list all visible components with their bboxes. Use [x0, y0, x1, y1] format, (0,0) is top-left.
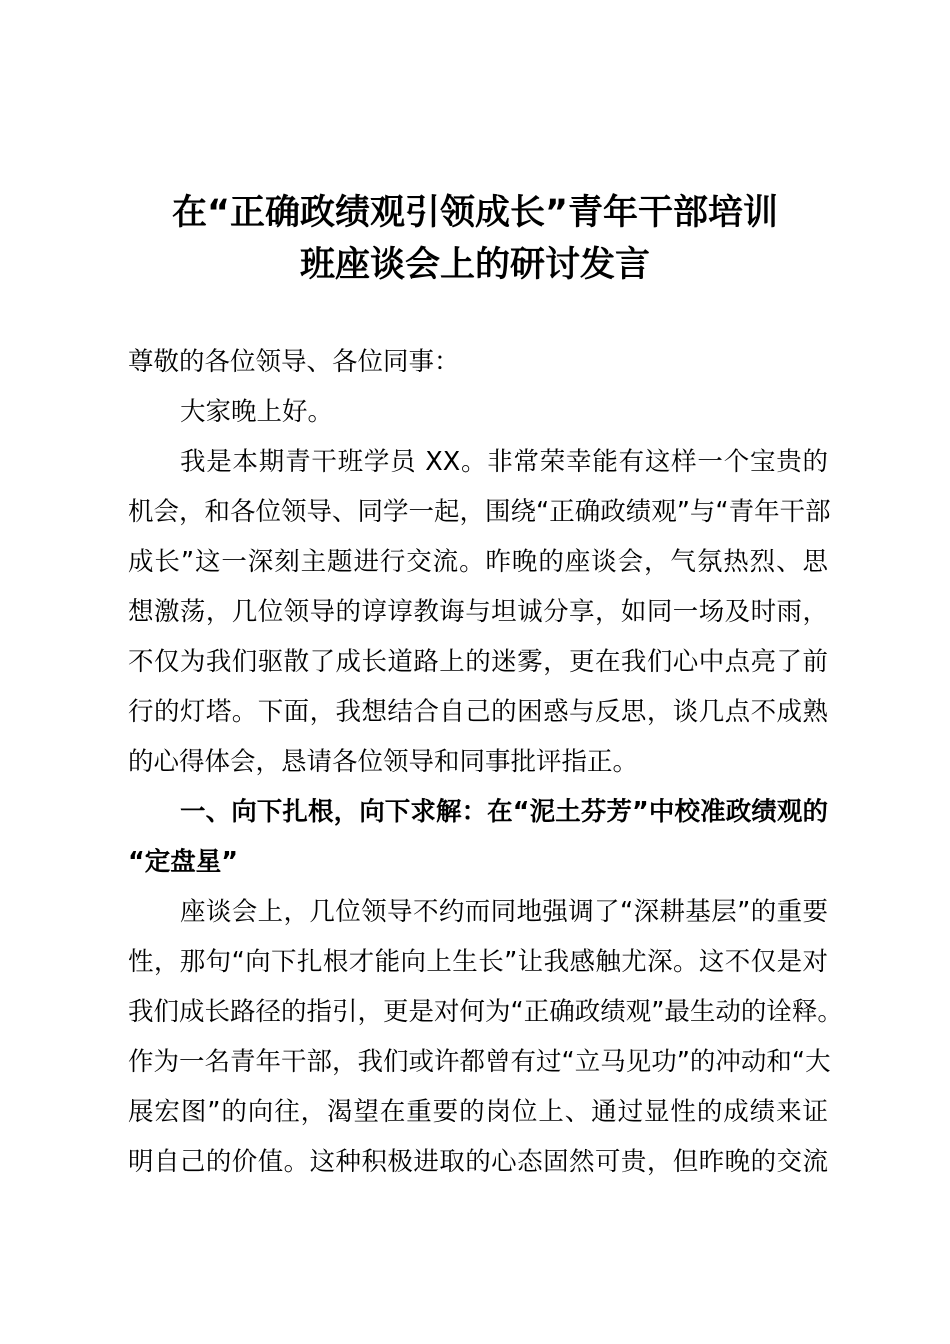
paragraph-line: 不仅为我们驱散了成长道路上的迷雾，更在我们心中点亮了前 — [128, 647, 828, 677]
heading-line: 一、向下扎根，向下求解：在“泥土芬芳”中校准政绩观的 — [180, 797, 828, 827]
paragraph-line: 座谈会上，几位领导不约而同地强调了“深耕基层”的重要 — [180, 897, 828, 927]
document-title-line-2: 班座谈会上的研讨发言 — [299, 245, 650, 285]
paragraph-line: 行的灯塔。下面，我想结合自己的困惑与反思，谈几点不成熟 — [128, 697, 828, 727]
paragraph-line: 想激荡，几位领导的谆谆教诲与坦诚分享，如同一场及时雨， — [128, 597, 828, 627]
paragraph-line: 的心得体会，恳请各位领导和同事批评指正。 — [128, 747, 639, 777]
paragraph-line: 作为一名青年干部，我们或许都曾有过“立马见功”的冲动和“大 — [128, 1047, 831, 1077]
document-title-line-1: 在“正确政绩观引领成长”青年干部培训 — [171, 193, 778, 233]
paragraph-line: 机会，和各位领导、同学一起，围绕“正确政绩观”与“青年干部 — [128, 497, 831, 527]
paragraph-line: 性，那句“向下扎根才能向上生长”让我感触尤深。这不仅是对 — [128, 947, 828, 977]
paragraph-line: 我们成长路径的指引，更是对何为“正确政绩观”最生动的诠释。 — [128, 997, 843, 1027]
paragraph-line: 我是本期青干班学员 XX。非常荣幸能有这样一个宝贵的 — [180, 447, 828, 477]
paragraph-line: 成长”这一深刻主题进行交流。昨晚的座谈会，气氛热烈、思 — [128, 547, 828, 577]
paragraph-line: 展宏图”的向往，渴望在重要的岗位上、通过显性的成绩来证 — [128, 1097, 828, 1127]
greeting: 大家晚上好。 — [180, 397, 334, 427]
paragraph-line: 明自己的价值。这种积极进取的心态固然可贵，但昨晚的交流 — [128, 1147, 828, 1177]
salutation: 尊敬的各位领导、各位同事： — [128, 347, 460, 377]
heading-line: “定盘星” — [128, 847, 239, 877]
